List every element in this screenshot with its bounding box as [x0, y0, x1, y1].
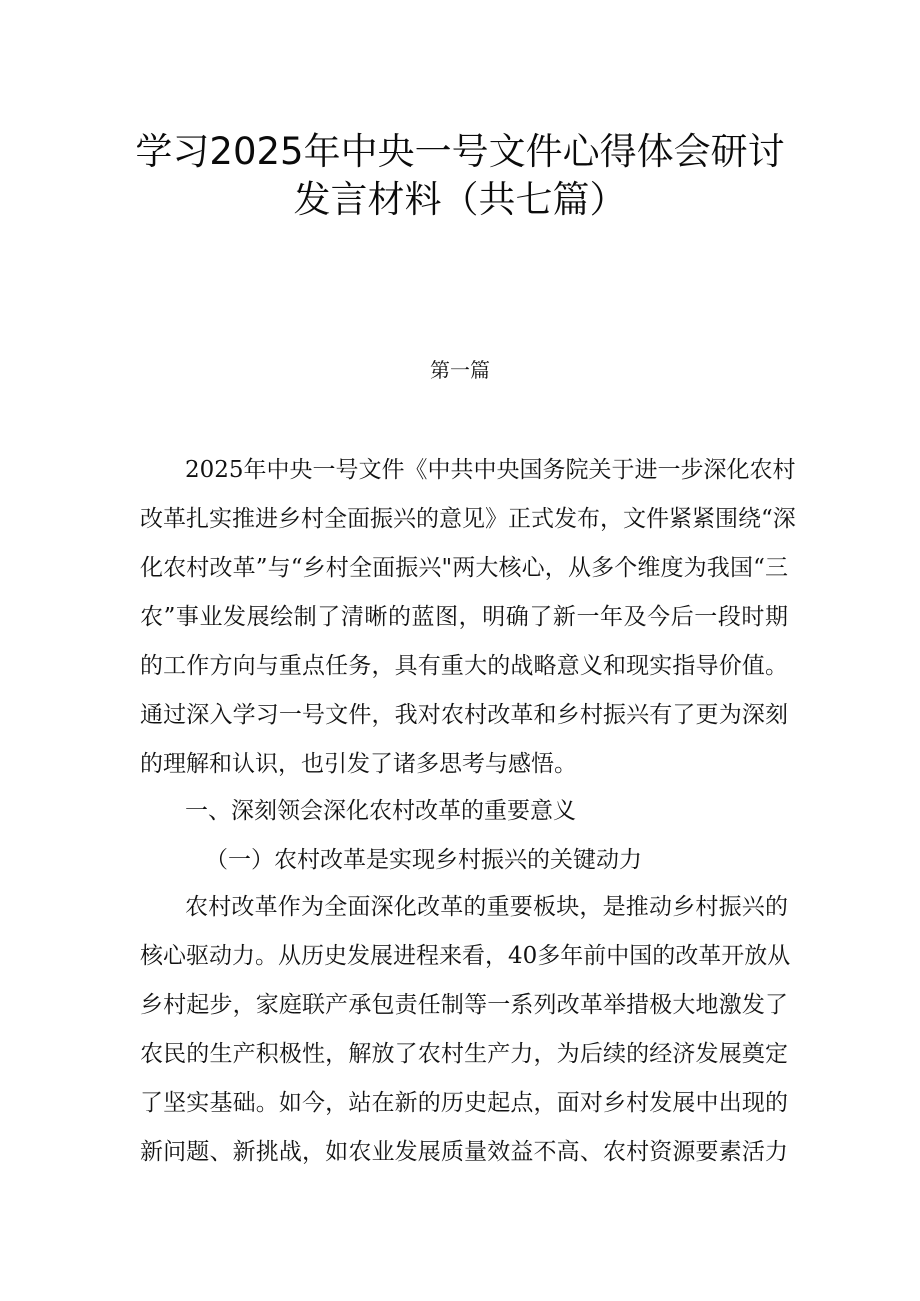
paragraph-1-line-5: 的工作方向与重点任务，具有重大的战略意义和现实指导价值。 [140, 653, 788, 679]
heading-level-2: （一）农村改革是实现乡村振兴的关键动力 [205, 847, 642, 873]
document-title-line-2: 发言材料（共七篇） [293, 178, 627, 221]
paragraph-1-line-2: 改革扎实推进乡村全面振兴的意见》正式发布，文件紧紧围绕“深 [140, 506, 796, 532]
paragraph-2-line-2: 核心驱动力。从历史发展进程来看，40多年前中国的改革开放从 [140, 943, 791, 969]
document-title-line-1: 学习2025年中央一号文件心得体会研讨 [135, 130, 785, 173]
paragraph-1-line-4: 农”事业发展绘制了清晰的蓝图，明确了新一年及今后一段时期 [140, 604, 788, 630]
paragraph-1-line-3: 化农村改革”与“乡村全面振兴"两大核心，从多个维度为我国“三 [140, 555, 788, 581]
paragraph-2-line-1: 农村改革作为全面深化改革的重要板块，是推动乡村振兴的 [185, 894, 788, 920]
paragraph-1-line-6: 通过深入学习一号文件，我对农村改革和乡村振兴有了更为深刻 [140, 702, 788, 728]
paragraph-2-line-6: 新问题、新挑战，如农业发展质量效益不高、农村资源要素活力 [140, 1139, 788, 1165]
paragraph-1-line-1: 2025年中央一号文件《中共中央国务院关于进一步深化农村 [185, 457, 796, 483]
section-label: 第一篇 [430, 358, 490, 382]
paragraph-2-line-3: 乡村起步，家庭联产承包责任制等一系列改革举措极大地激发了 [140, 992, 788, 1018]
paragraph-1-line-7: 的理解和认识，也引发了诸多思考与感悟。 [140, 751, 577, 777]
heading-level-1: 一、深刻领会深化农村改革的重要意义 [185, 798, 576, 824]
paragraph-2-line-4: 农民的生产积极性，解放了农村生产力，为后续的经济发展奠定 [140, 1041, 788, 1067]
paragraph-2-line-5: 了坚实基础。如今，站在新的历史起点，面对乡村发展中出现的 [140, 1090, 788, 1116]
